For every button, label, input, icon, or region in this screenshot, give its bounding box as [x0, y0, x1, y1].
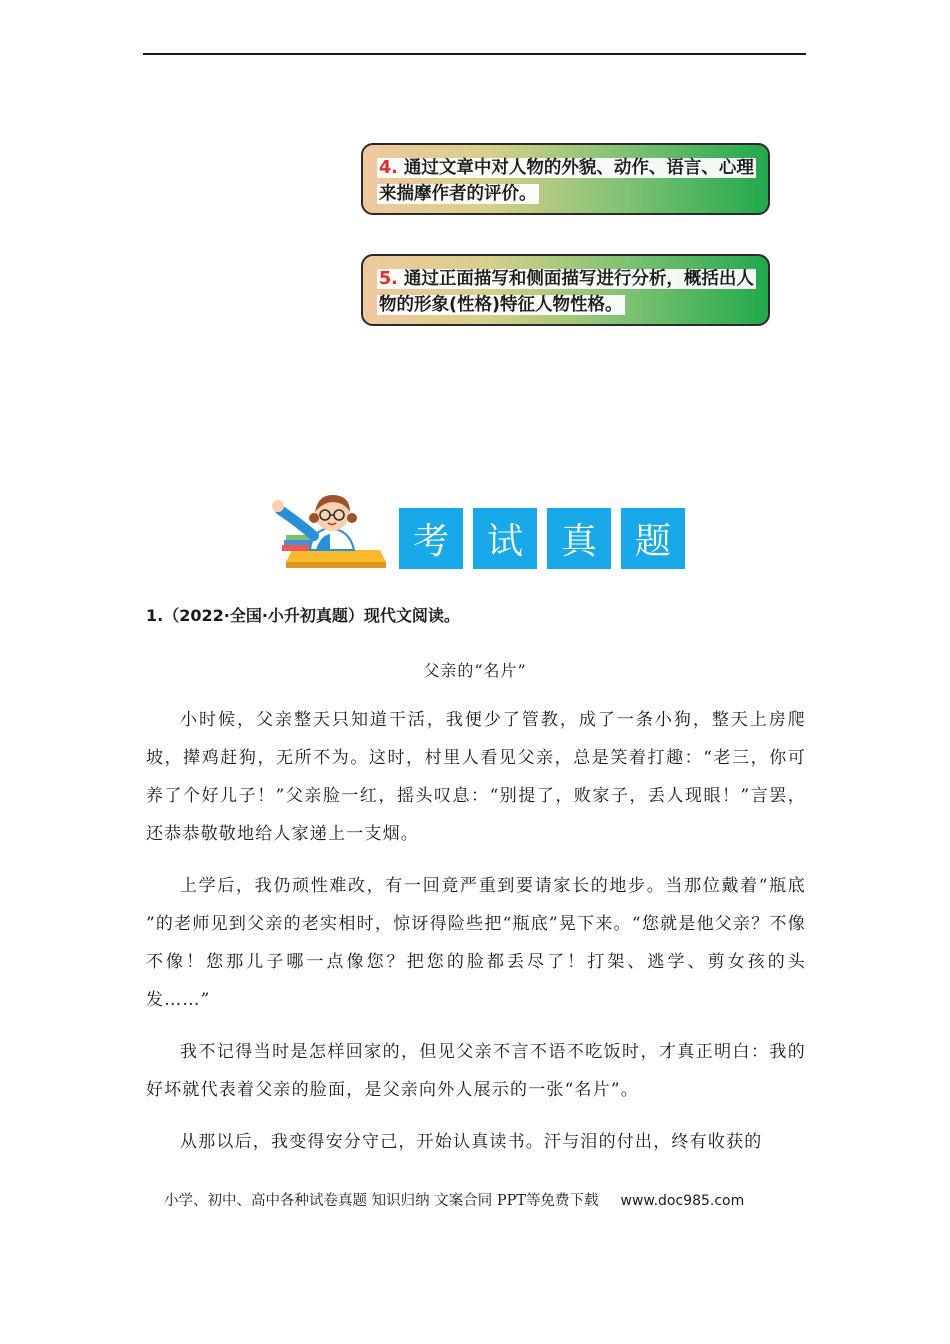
article-paragraph-2: 上学后，我仍顽性难改，有一回竟严重到要请家长的地步。当那位戴着“瓶底 ”的老师见到父亲的老实相时，惊讶得险些把“瓶底”晃下来。“您就是他父亲？不像不像！您那儿子哪一点像您？把您的脸都丢尽了！打架、逃学、剪女孩的头发……” — [146, 876, 806, 1010]
question-heading: 1.（2022·全国·小升初真题）现代文阅读。 — [146, 606, 460, 625]
tip-box-4 — [361, 143, 770, 215]
article-paragraph-4: 从那以后，我变得安分守己，开始认真读书。汗与泪的付出，终有收获的 — [180, 1132, 763, 1152]
tip-4-text: 通过文章中对人物的外貌、动作、语言、心理来揣摩作者的评价。 — [379, 158, 754, 204]
header-rule — [143, 53, 806, 55]
tip-4-text-highlight — [377, 158, 756, 204]
footer-text: 小学、初中、高中各种试卷真题 知识归纳 文案合同 PPT等免费下载 — [164, 1193, 599, 1209]
banner-tile-3: 真 — [547, 508, 611, 569]
article-paragraph-1: 小时候，父亲整天只知道干活，我便少了管教，成了一条小狗，整天上房爬坡，撵鸡赶狗，无所不为。这时，村里人看见父亲，总是笑着打趣：“老三，你可养了个好儿子！”父亲脸一红，摇头叹息：“别提了，败家子，丢人现眼！”言罢，还恭恭敬敬地给人家递上一支烟。 — [146, 710, 806, 844]
tip-box-5 — [361, 254, 770, 326]
student-reading-illustration — [270, 488, 386, 570]
banner-tile-4: 题 — [621, 508, 685, 569]
banner-tile-2: 试 — [473, 508, 537, 569]
exam-questions-banner — [399, 508, 685, 569]
tip-4-number: 4. — [379, 158, 398, 178]
footer-url[interactable]: www.doc985.com — [620, 1193, 745, 1209]
tip-5-text-highlight — [377, 269, 756, 315]
tip-5-text: 通过正面描写和侧面描写进行分析，概括出人物的形象(性格)特征人物性格。 — [379, 269, 754, 315]
banner-tile-1: 考 — [399, 508, 463, 569]
article-paragraph-3: 我不记得当时是怎样回家的，但见父亲不言不语不吃饭时，才真正明白：我的好坏就代表着父亲的脸面，是父亲向外人展示的一张“名片”。 — [146, 1042, 806, 1100]
page-footer — [164, 1189, 744, 1210]
tip-5-number: 5. — [379, 269, 398, 289]
article-title: 父亲的“名片” — [423, 661, 527, 680]
